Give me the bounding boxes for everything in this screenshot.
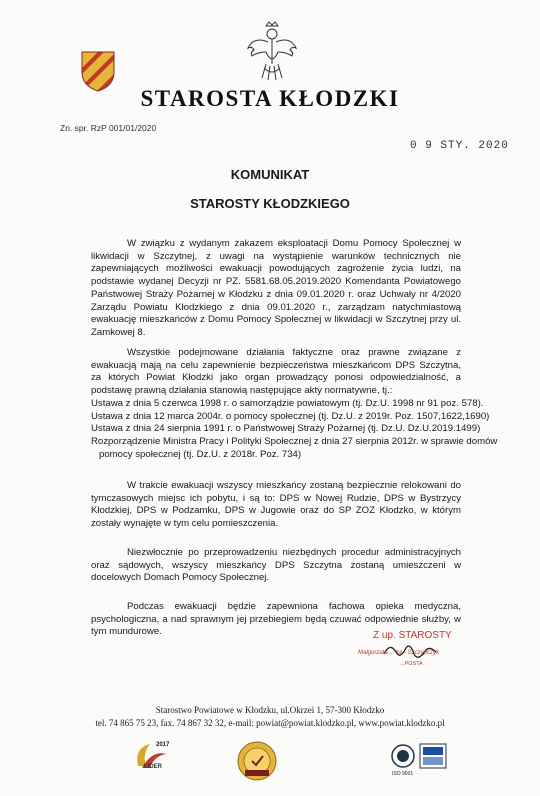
reference-number: Zn. spr. RzP 001/01/2020 <box>60 123 157 133</box>
eagle-emblem-icon <box>244 18 300 86</box>
paragraph-2 <box>91 347 461 398</box>
paragraph-3 <box>91 480 461 531</box>
footer-contact: tel. 74 865 75 23, fax. 74 867 32 32, e-mail: powiat@powiat.klodzko.pl, www.powiat.klodzko.pl <box>95 718 445 728</box>
signature-title: Z up. STAROSTY <box>373 630 452 641</box>
legal-act-item: Ustawa z dnia 5 czerwca 1998 r. o samorządzie powiatowym (tj. Dz.U. 1998 nr 91 poz. 578). <box>91 398 484 409</box>
signature-position: ...POSTA <box>400 661 423 667</box>
certification-logos <box>390 740 450 780</box>
legal-acts-list <box>91 398 498 462</box>
paragraph-5-text: Podczas ewakuacji będzie zapewniona fachowa opieka medyczna, psychologiczna, a nad sprawnym jej przebiegiem będą czuwać odpowiednie służby, w tym mundurowe. <box>91 601 461 638</box>
legal-act-item: Ustawa z dnia 12 marca 2004r. o pomocy społecznej (tj. Dz.U. z 2019r. Poz. 1507,1622,1690) <box>91 410 490 422</box>
lider-year: 2017 <box>156 742 170 748</box>
paragraph-3-text: W trakcie ewakuacji wszyscy mieszkańcy zostaną bezpiecznie relokowani do tymczasowych miejsc ich pobytu, i są to: DPS w Nowej Rudzie, DPS w Bystrzycy Kłodzkiej, DPS w Podzamku, DPS w Jugowie oraz do SP ZOZ Kłodzko, w którym zostały wynajęte w tym celu pomieszczenia. <box>91 480 461 530</box>
paragraph-1-text: W związku z wydanym zakazem eksploatacji Domu Pomocy Społecznej w likwidacji w Szczytnej, z uwagi na wystąpienie warunków technicznych nie zapewniających możliwości ewakuacji powodujących zagrożenie życia ludzi, na podstawie wydanej Decyzji nr PZ. 5581.68.05.2019.2020 Komendanta Powiatowego Państwowej Straży Pożarnej w Kłodzku z dnia 09.01.2020 r. oraz Uchwały nr 4/2020 Zarządu Powiatu Kłodzkiego z dnia 09.01.2020 r., zarządzam natychmiastową ewakuację mieszkańców z Domu Pomocy Społecznej w likwidacji w Szczytnej przy ul. Zamkowej 8. <box>91 238 461 338</box>
lider-label: LIDER <box>144 764 162 770</box>
paragraph-4-text: Niezwłocznie po przeprowadzeniu niezbędnych procedur administracyjnych oraz sądowych, wszyscy mieszkańcy DPS Szczytna zostaną umieszczeni w docelowych Domach Pomocy Społecznej. <box>91 547 461 584</box>
paragraph-1 <box>91 238 461 340</box>
paragraph-2-text: Wszystkie podejmowane działania faktyczne oraz prawne związane z ewakuacją mają na celu zapewnienie bezpieczeństwa mieszkańcom DPS Szczytna, za których Powiat Kłodzki jako organ prowadzący ponosi odpowiedzialność, a podstawę prawną działania stanowią następujące akty normatywne, tj.: <box>91 347 461 397</box>
paragraph-4 <box>91 547 461 585</box>
document-title: KOMUNIKAT <box>230 167 310 182</box>
quality-medal-icon <box>236 740 278 782</box>
date-stamp: 0 9 STY. 2020 <box>410 140 509 152</box>
legal-act-item: Rozporządzenie Ministra Pracy i Polityki Społecznej z dnia 27 sierpnia 2012r. w sprawie domów <box>91 436 498 448</box>
lider-award-logo <box>128 740 174 778</box>
document-subtitle: STAROSTY KŁODZKIEGO <box>190 196 350 211</box>
footer-address: Starostwo Powiatowe w Kłodzku, ul.Okrzei 1, 57-300 Kłodzko <box>155 705 385 715</box>
signature-name: Małgorzata ... ka - Szczypczyk <box>358 650 440 656</box>
legal-act-item: Ustawa z dnia 24 sierpnia 1991 r. o Państwowej Straży Pożarnej (tj. Dz.U. Dz.U.2019.1499) <box>91 423 481 435</box>
iso-label: ISO 9001 <box>392 771 414 777</box>
legal-act-item: pomocy społecznej (tj. Dz.U. z 2018r. Poz. 734) <box>99 448 302 460</box>
office-name: STAROSTA KŁODZKI <box>140 86 400 111</box>
